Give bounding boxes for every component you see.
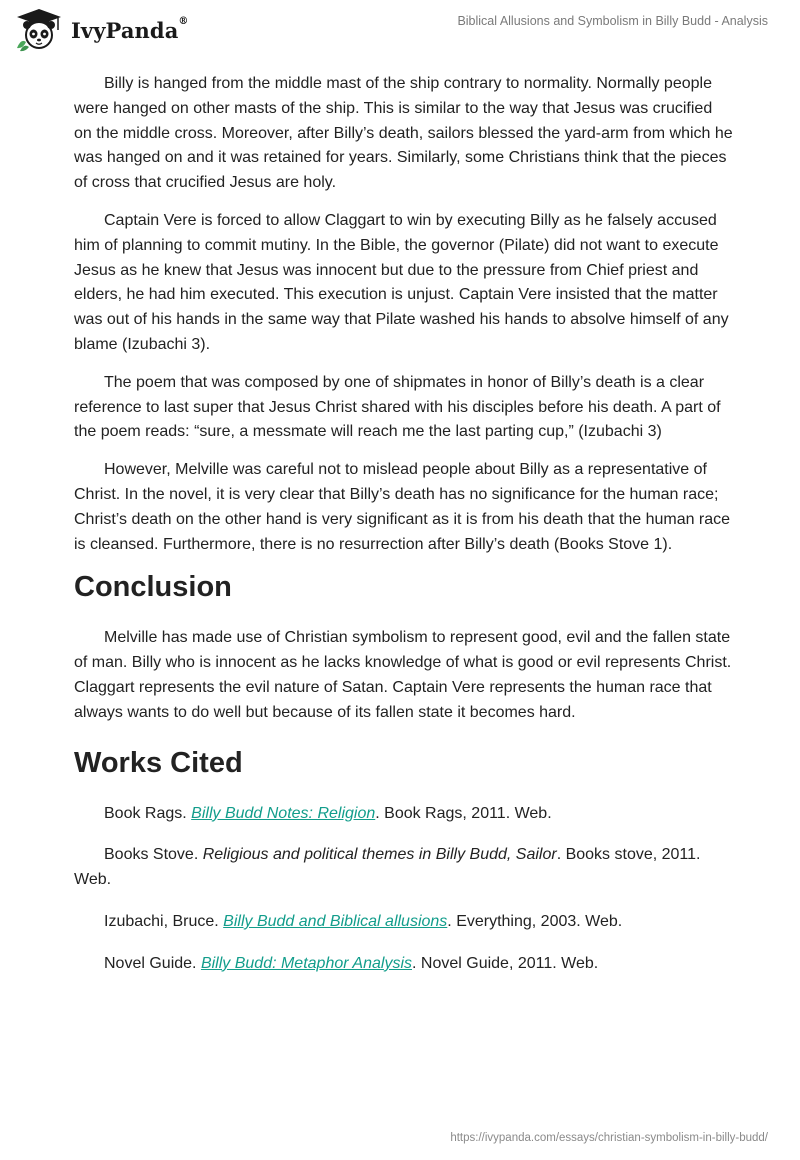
citation-title: Religious and political themes in Billy Budd, Sailor — [202, 846, 557, 864]
registered-mark: ® — [178, 15, 189, 27]
body-paragraph: However, Melville was careful not to mislead people about Billy as a representative of Christ. In the novel, it is very clear that Billy’s death has no significance for the human race; Christ’s death on the other hand is very significant as it is from his death that the human race is cleansed. Furthermore, there is no resurrection after Billy’s death (Books Stove 1). — [74, 461, 731, 553]
document-title: Biblical Allusions and Symbolism in Billy Budd - Analysis — [457, 14, 768, 28]
footer-url[interactable]: https://ivypanda.com/essays/christian-symbolism-in-billy-budd/ — [450, 1132, 768, 1144]
citation-link[interactable]: Billy Budd Notes: Religion — [191, 804, 376, 822]
ivypanda-logo[interactable] — [14, 8, 189, 52]
citation-author: Books Stove. — [104, 846, 203, 864]
citation-item — [74, 802, 734, 827]
citation-item — [74, 843, 734, 893]
page-header — [0, 0, 800, 60]
panda-graduate-icon — [14, 8, 64, 52]
citation-author: Izubachi, Bruce. — [104, 912, 224, 930]
citation-item — [74, 910, 734, 935]
citation-link[interactable]: Billy Budd: Metaphor Analysis — [200, 954, 412, 972]
citation-source: . Books stove, 2011. Web. — [74, 846, 701, 889]
citation-source: . Book Rags, 2011. Web. — [375, 804, 552, 822]
conclusion-heading: Conclusion — [74, 571, 232, 604]
essay-body — [74, 72, 734, 994]
citation-link[interactable]: Billy Budd and Biblical allusions — [223, 912, 448, 930]
body-paragraph: Billy is hanged from the middle mast of the ship contrary to normality. Normally people were hanged on other masts of the ship. This is similar to the way that Jesus was crucified on the middle cross. Moreover, after Billy’s death, sailors blessed the yard-arm from which he was hanged on and it was retained for years. Similarly, some Christians think that the pieces of cross that crucified Jesus are holy. — [74, 75, 733, 192]
body-paragraph: Captain Vere is forced to allow Claggart to win by executing Billy as he falsely accused him of planning to commit mutiny. In the Bible, the governor (Pilate) did not want to execute Jesus as he knew that Jesus was innocent but due to the pressure from Chief priest and elders, he had him executed. This execution is unjust. Captain Vere insisted that the matter was out of his hands in the same way that Pilate washed his hands to absolve himself of any blame (Izubachi 3). — [74, 211, 729, 353]
citation-source: . Everything, 2003. Web. — [447, 912, 623, 930]
body-paragraph: The poem that was composed by one of shipmates in honor of Billy’s death is a clear reference to last super that Jesus Christ shared with his disciples before his death. A part of the poem reads: “sure, a messmate will reach me the last parting cup,” (Izubachi 3) — [74, 373, 721, 441]
citation-author: Novel Guide. — [104, 954, 201, 972]
brand-name: IvyPanda® — [71, 15, 189, 43]
citation-item — [74, 952, 734, 977]
citation-author: Book Rags. — [104, 804, 192, 822]
conclusion-paragraph: Melville has made use of Christian symbolism to represent good, evil and the fallen state of man. Billy who is innocent as he lacks knowledge of what is good or evil represents Christ. Claggart represents the evil nature of Satan. Captain Vere represents the human race that always wants to do well but because of its fallen state it becomes hard. — [74, 629, 732, 721]
citation-source: . Novel Guide, 2011. Web. — [412, 954, 599, 972]
works-cited-heading: Works Cited — [74, 746, 243, 779]
